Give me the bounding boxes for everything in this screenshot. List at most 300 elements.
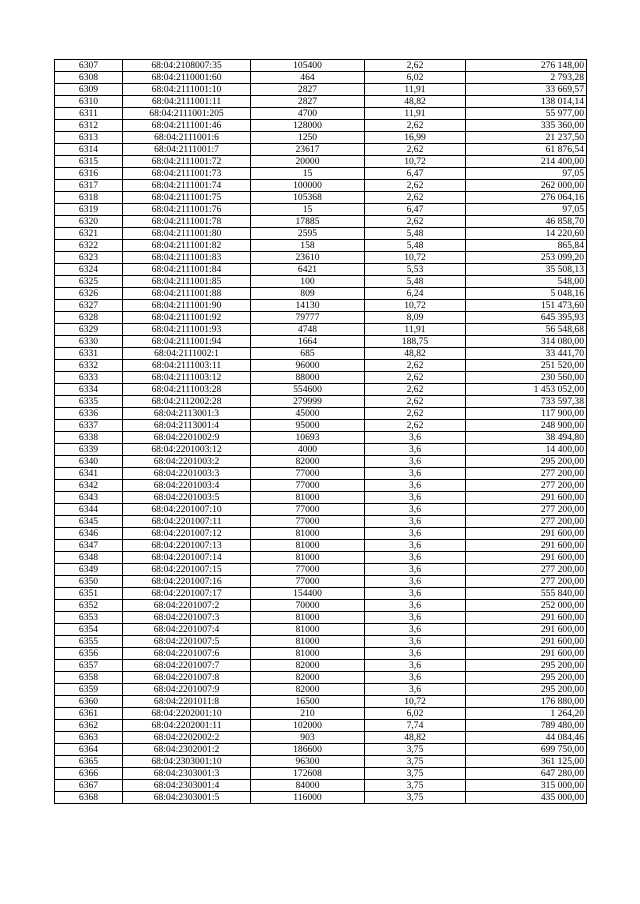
value-cell: 277 200,00 [466,468,587,480]
rate-cell: 3,6 [365,588,466,600]
value-cell: 97,05 [466,204,587,216]
row-number-cell: 6347 [55,540,123,552]
area-cell: 2827 [251,96,365,108]
area-cell: 15 [251,204,365,216]
area-cell: 77000 [251,516,365,528]
table-row [55,324,587,336]
row-number-cell: 6350 [55,576,123,588]
rate-cell: 5,48 [365,276,466,288]
table-row [55,612,587,624]
table-row [55,624,587,636]
rate-cell: 3,6 [365,576,466,588]
rate-cell: 5,48 [365,240,466,252]
row-number-cell: 6362 [55,720,123,732]
area-cell: 20000 [251,156,365,168]
area-cell: 1250 [251,132,365,144]
row-number-cell: 6307 [55,60,123,72]
area-cell: 903 [251,732,365,744]
area-cell: 186600 [251,744,365,756]
rate-cell: 6,47 [365,168,466,180]
area-cell: 82000 [251,456,365,468]
value-cell: 291 600,00 [466,552,587,564]
table-row [55,504,587,516]
area-cell: 95000 [251,420,365,432]
rate-cell: 3,6 [365,528,466,540]
row-number-cell: 6364 [55,744,123,756]
table-row [55,60,587,72]
value-cell: 214 400,00 [466,156,587,168]
row-number-cell: 6314 [55,144,123,156]
value-cell: 138 014,14 [466,96,587,108]
table-row [55,204,587,216]
cadastral-number-cell: 68:04:2201011:8 [123,696,251,708]
row-number-cell: 6319 [55,204,123,216]
row-number-cell: 6356 [55,648,123,660]
value-cell: 5 048,16 [466,288,587,300]
row-number-cell: 6337 [55,420,123,432]
value-cell: 295 200,00 [466,684,587,696]
cadastral-number-cell: 68:04:2201007:7 [123,660,251,672]
rate-cell: 3,6 [365,612,466,624]
row-number-cell: 6315 [55,156,123,168]
area-cell: 554600 [251,384,365,396]
area-cell: 82000 [251,684,365,696]
value-cell: 314 080,00 [466,336,587,348]
area-cell: 23617 [251,144,365,156]
table-row [55,684,587,696]
area-cell: 77000 [251,576,365,588]
value-cell: 44 084,46 [466,732,587,744]
cadastral-number-cell: 68:04:2111003:28 [123,384,251,396]
area-cell: 2595 [251,228,365,240]
cadastral-number-cell: 68:04:2111001:7 [123,144,251,156]
value-cell: 33 441,70 [466,348,587,360]
table-row [55,588,587,600]
cadastral-number-cell: 68:04:2201007:8 [123,672,251,684]
row-number-cell: 6313 [55,132,123,144]
rate-cell: 6,02 [365,72,466,84]
cadastral-number-cell: 68:04:2201007:11 [123,516,251,528]
row-number-cell: 6323 [55,252,123,264]
value-cell: 277 200,00 [466,516,587,528]
area-cell: 81000 [251,540,365,552]
cadastral-number-cell: 68:04:2111001:80 [123,228,251,240]
rate-cell: 11,91 [365,324,466,336]
cadastral-number-cell: 68:04:2111002:1 [123,348,251,360]
row-number-cell: 6322 [55,240,123,252]
table-row [55,672,587,684]
rate-cell: 5,48 [365,228,466,240]
row-number-cell: 6353 [55,612,123,624]
area-cell: 81000 [251,492,365,504]
table-row [55,780,587,792]
rate-cell: 2,62 [365,216,466,228]
area-cell: 79777 [251,312,365,324]
table-row [55,300,587,312]
row-number-cell: 6341 [55,468,123,480]
table-row [55,396,587,408]
value-cell: 789 480,00 [466,720,587,732]
rate-cell: 3,75 [365,768,466,780]
table-row [55,192,587,204]
table-row [55,432,587,444]
value-cell: 315 000,00 [466,780,587,792]
row-number-cell: 6368 [55,792,123,804]
area-cell: 81000 [251,528,365,540]
row-number-cell: 6318 [55,192,123,204]
document-page [54,59,586,804]
value-cell: 291 600,00 [466,528,587,540]
rate-cell: 3,6 [365,552,466,564]
rate-cell: 3,6 [365,516,466,528]
value-cell: 252 000,00 [466,600,587,612]
value-cell: 291 600,00 [466,492,587,504]
row-number-cell: 6332 [55,360,123,372]
value-cell: 14 220,60 [466,228,587,240]
rate-cell: 188,75 [365,336,466,348]
cadastral-number-cell: 68:04:2201007:6 [123,648,251,660]
rate-cell: 3,75 [365,780,466,792]
value-cell: 335 360,00 [466,120,587,132]
rate-cell: 3,6 [365,444,466,456]
area-cell: 96300 [251,756,365,768]
rate-cell: 3,6 [365,648,466,660]
row-number-cell: 6321 [55,228,123,240]
table-row [55,264,587,276]
table-row [55,144,587,156]
table-row [55,444,587,456]
cadastral-number-cell: 68:04:2111001:93 [123,324,251,336]
value-cell: 33 669,57 [466,84,587,96]
value-cell: 291 600,00 [466,636,587,648]
area-cell: 10693 [251,432,365,444]
table-row [55,276,587,288]
value-cell: 21 237,50 [466,132,587,144]
value-cell: 1 453 052,00 [466,384,587,396]
area-cell: 105400 [251,60,365,72]
table-row [55,180,587,192]
table-row [55,156,587,168]
value-cell: 295 200,00 [466,672,587,684]
table-row [55,660,587,672]
value-cell: 295 200,00 [466,660,587,672]
rate-cell: 2,62 [365,180,466,192]
table-row [55,384,587,396]
row-number-cell: 6330 [55,336,123,348]
row-number-cell: 6346 [55,528,123,540]
rate-cell: 2,62 [365,396,466,408]
cadastral-number-cell: 68:04:2303001:4 [123,780,251,792]
row-number-cell: 6310 [55,96,123,108]
table-row [55,360,587,372]
row-number-cell: 6329 [55,324,123,336]
area-cell: 14130 [251,300,365,312]
row-number-cell: 6312 [55,120,123,132]
cadastral-number-cell: 68:04:2112002:28 [123,396,251,408]
rate-cell: 10,72 [365,252,466,264]
rate-cell: 10,72 [365,300,466,312]
cadastral-number-cell: 68:04:2201007:3 [123,612,251,624]
area-cell: 77000 [251,468,365,480]
cadastral-number-cell: 68:04:2201003:4 [123,480,251,492]
value-cell: 151 473,60 [466,300,587,312]
rate-cell: 3,75 [365,792,466,804]
row-number-cell: 6311 [55,108,123,120]
cadastral-number-cell: 68:04:2111001:73 [123,168,251,180]
table-row [55,216,587,228]
value-cell: 176 880,00 [466,696,587,708]
cadastral-number-cell: 68:04:2201007:10 [123,504,251,516]
rate-cell: 6,02 [365,708,466,720]
table-row [55,120,587,132]
cadastral-value-table [54,59,587,804]
area-cell: 84000 [251,780,365,792]
cadastral-number-cell: 68:04:2202001:10 [123,708,251,720]
row-number-cell: 6363 [55,732,123,744]
value-cell: 277 200,00 [466,576,587,588]
area-cell: 88000 [251,372,365,384]
area-cell: 685 [251,348,365,360]
value-cell: 253 099,20 [466,252,587,264]
cadastral-number-cell: 68:04:2111001:74 [123,180,251,192]
row-number-cell: 6339 [55,444,123,456]
rate-cell: 3,6 [365,624,466,636]
value-cell: 276 064,16 [466,192,587,204]
rate-cell: 48,82 [365,348,466,360]
row-number-cell: 6361 [55,708,123,720]
area-cell: 100000 [251,180,365,192]
table-row [55,228,587,240]
cadastral-number-cell: 68:04:2202002:2 [123,732,251,744]
area-cell: 105368 [251,192,365,204]
rate-cell: 8,09 [365,312,466,324]
cadastral-number-cell: 68:04:2201003:3 [123,468,251,480]
table-row [55,252,587,264]
area-cell: 4000 [251,444,365,456]
cadastral-number-cell: 68:04:2111001:72 [123,156,251,168]
rate-cell: 2,62 [365,420,466,432]
value-cell: 865,84 [466,240,587,252]
value-cell: 548,00 [466,276,587,288]
table-row [55,72,587,84]
cadastral-number-cell: 68:04:2201007:5 [123,636,251,648]
rate-cell: 6,24 [365,288,466,300]
cadastral-number-cell: 68:04:2111001:83 [123,252,251,264]
rate-cell: 48,82 [365,96,466,108]
rate-cell: 3,6 [365,672,466,684]
rate-cell: 7,74 [365,720,466,732]
table-row [55,468,587,480]
value-cell: 291 600,00 [466,624,587,636]
rate-cell: 3,6 [365,600,466,612]
cadastral-number-cell: 68:04:2111001:6 [123,132,251,144]
rate-cell: 2,62 [365,192,466,204]
cadastral-number-cell: 68:04:2111001:10 [123,84,251,96]
rate-cell: 2,62 [365,408,466,420]
value-cell: 262 000,00 [466,180,587,192]
row-number-cell: 6366 [55,768,123,780]
table-row [55,636,587,648]
cadastral-number-cell: 68:04:2111001:75 [123,192,251,204]
cadastral-number-cell: 68:04:2110001:60 [123,72,251,84]
table-row [55,492,587,504]
cadastral-number-cell: 68:04:2111001:88 [123,288,251,300]
row-number-cell: 6333 [55,372,123,384]
cadastral-number-cell: 68:04:2111003:12 [123,372,251,384]
rate-cell: 3,6 [365,684,466,696]
value-cell: 56 548,68 [466,324,587,336]
rate-cell: 10,72 [365,156,466,168]
rate-cell: 3,6 [365,636,466,648]
area-cell: 464 [251,72,365,84]
area-cell: 116000 [251,792,365,804]
cadastral-number-cell: 68:04:2201007:15 [123,564,251,576]
rate-cell: 2,62 [365,120,466,132]
value-cell: 97,05 [466,168,587,180]
area-cell: 809 [251,288,365,300]
cadastral-number-cell: 68:04:2201002:9 [123,432,251,444]
area-cell: 77000 [251,480,365,492]
row-number-cell: 6354 [55,624,123,636]
rate-cell: 10,72 [365,696,466,708]
cadastral-number-cell: 68:04:2113001:3 [123,408,251,420]
area-cell: 6421 [251,264,365,276]
value-cell: 295 200,00 [466,456,587,468]
table-row [55,240,587,252]
rate-cell: 11,91 [365,108,466,120]
cadastral-number-cell: 68:04:2111001:205 [123,108,251,120]
row-number-cell: 6309 [55,84,123,96]
rate-cell: 3,6 [365,432,466,444]
value-cell: 291 600,00 [466,648,587,660]
row-number-cell: 6320 [55,216,123,228]
table-row [55,648,587,660]
value-cell: 361 125,00 [466,756,587,768]
table-row [55,732,587,744]
row-number-cell: 6327 [55,300,123,312]
area-cell: 96000 [251,360,365,372]
value-cell: 38 494,80 [466,432,587,444]
table-row [55,372,587,384]
table-row [55,516,587,528]
rate-cell: 2,62 [365,60,466,72]
area-cell: 1664 [251,336,365,348]
area-cell: 100 [251,276,365,288]
area-cell: 81000 [251,636,365,648]
row-number-cell: 6359 [55,684,123,696]
rate-cell: 2,62 [365,144,466,156]
area-cell: 70000 [251,600,365,612]
row-number-cell: 6357 [55,660,123,672]
table-row [55,336,587,348]
rate-cell: 3,6 [365,456,466,468]
cadastral-number-cell: 68:04:2303001:10 [123,756,251,768]
row-number-cell: 6345 [55,516,123,528]
area-cell: 77000 [251,504,365,516]
cadastral-number-cell: 68:04:2111003:11 [123,360,251,372]
table-row [55,768,587,780]
table-row [55,132,587,144]
cadastral-number-cell: 68:04:2111001:76 [123,204,251,216]
table-row [55,168,587,180]
table-row [55,480,587,492]
row-number-cell: 6367 [55,780,123,792]
table-row [55,756,587,768]
table-row [55,720,587,732]
cadastral-number-cell: 68:04:2202001:11 [123,720,251,732]
row-number-cell: 6338 [55,432,123,444]
rate-cell: 3,75 [365,744,466,756]
row-number-cell: 6348 [55,552,123,564]
value-cell: 251 520,00 [466,360,587,372]
row-number-cell: 6358 [55,672,123,684]
table-body [55,60,587,804]
area-cell: 210 [251,708,365,720]
area-cell: 16500 [251,696,365,708]
row-number-cell: 6316 [55,168,123,180]
cadastral-number-cell: 68:04:2201007:12 [123,528,251,540]
cadastral-number-cell: 68:04:2201007:2 [123,600,251,612]
cadastral-number-cell: 68:04:2111001:11 [123,96,251,108]
cadastral-number-cell: 68:04:2111001:78 [123,216,251,228]
cadastral-number-cell: 68:04:2303001:5 [123,792,251,804]
cadastral-number-cell: 68:04:2111001:94 [123,336,251,348]
row-number-cell: 6331 [55,348,123,360]
area-cell: 2827 [251,84,365,96]
rate-cell: 3,6 [365,660,466,672]
rate-cell: 48,82 [365,732,466,744]
rate-cell: 3,6 [365,468,466,480]
row-number-cell: 6351 [55,588,123,600]
table-row [55,96,587,108]
area-cell: 82000 [251,660,365,672]
cadastral-number-cell: 68:04:2111001:85 [123,276,251,288]
row-number-cell: 6336 [55,408,123,420]
rate-cell: 11,91 [365,84,466,96]
rate-cell: 16,99 [365,132,466,144]
cadastral-number-cell: 68:04:2201007:16 [123,576,251,588]
cadastral-number-cell: 68:04:2201007:13 [123,540,251,552]
area-cell: 81000 [251,648,365,660]
row-number-cell: 6349 [55,564,123,576]
area-cell: 45000 [251,408,365,420]
row-number-cell: 6324 [55,264,123,276]
table-row [55,312,587,324]
cadastral-number-cell: 68:04:2201003:5 [123,492,251,504]
area-cell: 17885 [251,216,365,228]
rate-cell: 3,6 [365,492,466,504]
table-row [55,600,587,612]
table-row [55,696,587,708]
value-cell: 14 400,00 [466,444,587,456]
cadastral-number-cell: 68:04:2302001:2 [123,744,251,756]
value-cell: 46 858,70 [466,216,587,228]
area-cell: 158 [251,240,365,252]
table-row [55,552,587,564]
rate-cell: 6,47 [365,204,466,216]
table-row [55,792,587,804]
row-number-cell: 6340 [55,456,123,468]
area-cell: 4748 [251,324,365,336]
row-number-cell: 6334 [55,384,123,396]
rate-cell: 2,62 [365,384,466,396]
area-cell: 15 [251,168,365,180]
cadastral-number-cell: 68:04:2111001:46 [123,120,251,132]
row-number-cell: 6360 [55,696,123,708]
rate-cell: 3,75 [365,756,466,768]
value-cell: 277 200,00 [466,504,587,516]
table-row [55,456,587,468]
